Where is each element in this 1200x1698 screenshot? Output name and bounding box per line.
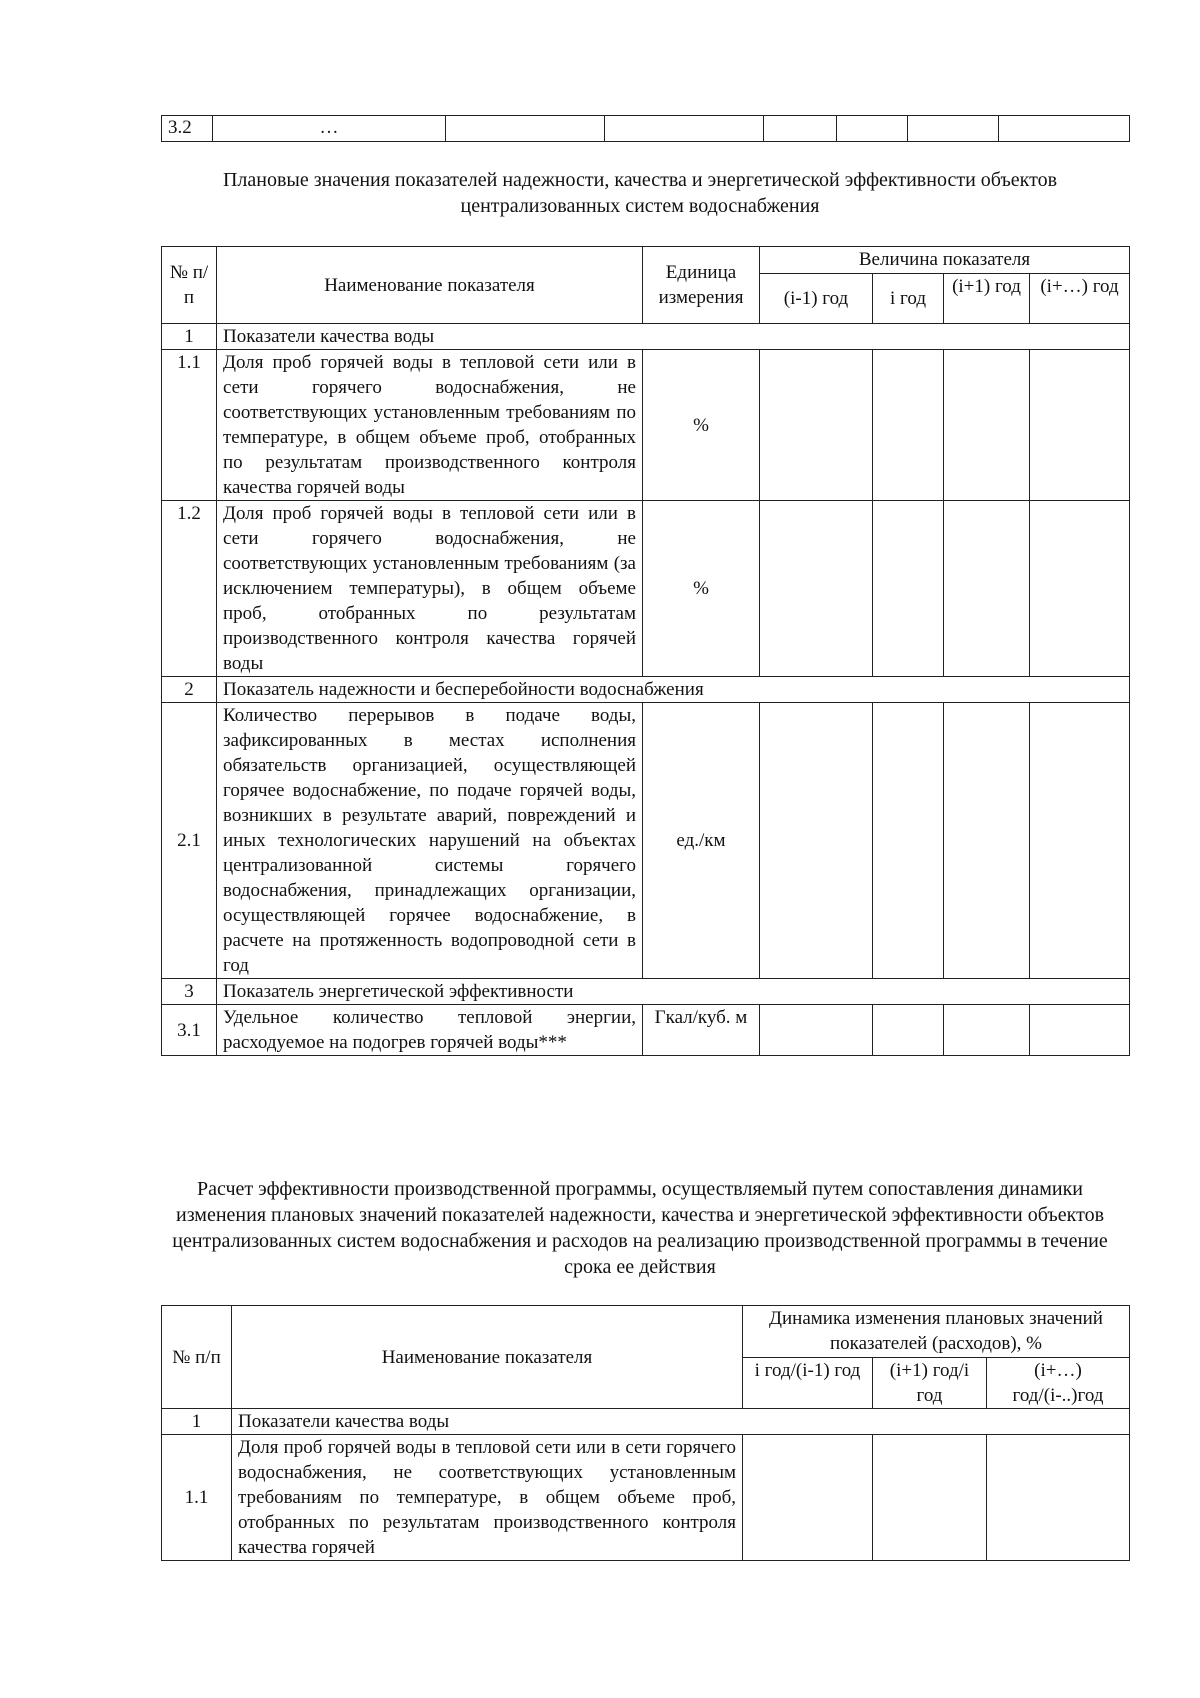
header-num: № п/п xyxy=(162,247,217,324)
value-cell xyxy=(873,703,944,979)
header-name: Наименование показателя xyxy=(232,1306,743,1409)
empty-cell xyxy=(446,116,605,142)
value-cell xyxy=(1030,350,1130,501)
section-heading-1: Плановые значения показателей надежности, качества и энергетической эффективности объектов централизованных систем водоснабжения xyxy=(222,169,1058,217)
empty-cell xyxy=(999,116,1130,142)
indicators-plan-table xyxy=(161,246,1130,1056)
header-col-prev: (i-1) год xyxy=(760,274,873,324)
row-number: 1.2 xyxy=(162,501,217,677)
header-dynamics-group: Динамика изменения плановых значений показателей (расходов), % xyxy=(743,1306,1130,1358)
section-title: Показатели качества воды xyxy=(217,324,1130,350)
value-cell xyxy=(1030,501,1130,677)
section-row xyxy=(162,1409,1130,1435)
section-row xyxy=(162,324,1130,350)
empty-cell xyxy=(908,116,999,142)
row-number: 1 xyxy=(162,1409,232,1435)
indicator-unit: ед./км xyxy=(643,703,760,979)
header-col-more: (i+…) год xyxy=(1030,274,1130,324)
header-value-group: Величина показателя xyxy=(760,247,1130,274)
header-col-next: (i+1) год xyxy=(944,274,1030,324)
row-number: 3.2 xyxy=(162,116,213,142)
empty-cell xyxy=(605,116,764,142)
value-cell xyxy=(873,1005,944,1056)
header-num: № п/п xyxy=(162,1306,232,1409)
header-col-2: (i+1) год/i год xyxy=(873,1358,987,1409)
header-row xyxy=(162,1306,1130,1358)
table-row xyxy=(162,1005,1130,1056)
table-row xyxy=(162,350,1130,501)
row-number: 2.1 xyxy=(162,703,217,979)
value-cell xyxy=(1030,1005,1130,1056)
row-name: … xyxy=(213,116,446,142)
indicator-name: Удельное количество тепловой энергии, расходуемое на подогрев горячей воды*** xyxy=(217,1005,643,1056)
table-row xyxy=(162,116,1130,142)
section-heading-2: Расчет эффективности производственной программы, осуществляемый путем сопоставления динамики изменения плановых значений показателей надежности, качества и энергетической эффективности объектов централизованных систем водоснабжения и расходов на реализацию производственной программы в течение срока ее действия xyxy=(172,1178,1108,1278)
value-cell xyxy=(760,703,873,979)
top-fragment-table xyxy=(161,115,1130,142)
row-number: 1.1 xyxy=(162,1435,232,1561)
empty-cell xyxy=(764,116,837,142)
value-cell xyxy=(743,1435,873,1561)
value-cell xyxy=(944,1005,1030,1056)
indicator-name: Доля проб горячей воды в тепловой сети или в сети горячего водоснабжения, не соответствующих установленным требованиям по температуре, в общем объеме проб, отобранных по результатам производственного контроля качества горячей воды xyxy=(217,350,643,501)
table-row xyxy=(162,1435,1130,1561)
value-cell xyxy=(944,501,1030,677)
header-name: Наименование показателя xyxy=(217,247,643,324)
header-col-i: i год xyxy=(873,274,944,324)
value-cell xyxy=(987,1435,1130,1561)
empty-cell xyxy=(837,116,908,142)
value-cell xyxy=(873,350,944,501)
header-col-3: (i+…) год/(i-..)год xyxy=(987,1358,1130,1409)
row-number: 3 xyxy=(162,979,217,1005)
value-cell xyxy=(944,350,1030,501)
header-row xyxy=(162,247,1130,274)
value-cell xyxy=(760,1005,873,1056)
value-cell xyxy=(873,501,944,677)
row-number: 1 xyxy=(162,324,217,350)
value-cell xyxy=(760,350,873,501)
indicator-name: Количество перерывов в подаче воды, зафиксированных в местах исполнения обязательств организацией, осуществляющей горячее водоснабжение, по подаче горячей воды, возникших в результате аварий, повреждений и иных технологических нарушений на объектах централизованной системы горячего водоснабжения, принадлежащих организации, осуществляющей горячее водоснабжение, в расчете на протяженность водопроводной сети в год xyxy=(217,703,643,979)
section-title: Показатель энергетической эффективности xyxy=(217,979,1130,1005)
indicator-name: Доля проб горячей воды в тепловой сети или в сети горячего водоснабжения, не соответствующих установленным требованиям (за исключением температуры), в общем объеме проб, отобранных по результатам производственного контроля качества горячей воды xyxy=(217,501,643,677)
value-cell xyxy=(873,1435,987,1561)
value-cell xyxy=(944,703,1030,979)
indicator-unit: % xyxy=(643,501,760,677)
row-number: 2 xyxy=(162,677,217,703)
section-row xyxy=(162,979,1130,1005)
table-row xyxy=(162,703,1130,979)
header-col-1: i год/(i-1) год xyxy=(743,1358,873,1409)
row-number: 3.1 xyxy=(162,1005,217,1056)
indicator-unit: Гкал/куб. м xyxy=(643,1005,760,1056)
section-row xyxy=(162,677,1130,703)
header-unit: Единица измерения xyxy=(643,247,760,324)
value-cell xyxy=(1030,703,1130,979)
section-title: Показатель надежности и бесперебойности водоснабжения xyxy=(217,677,1130,703)
value-cell xyxy=(760,501,873,677)
efficiency-dynamics-table xyxy=(161,1305,1130,1561)
section-title: Показатели качества воды xyxy=(232,1409,1130,1435)
indicator-name: Доля проб горячей воды в тепловой сети или в сети горячего водоснабжения, не соответствующих установленным требованиям по температуре, в общем объеме проб, отобранных по результатам производственного контроля качества горячей xyxy=(232,1435,743,1561)
row-number: 1.1 xyxy=(162,350,217,501)
indicator-unit: % xyxy=(643,350,760,501)
table-row xyxy=(162,501,1130,677)
